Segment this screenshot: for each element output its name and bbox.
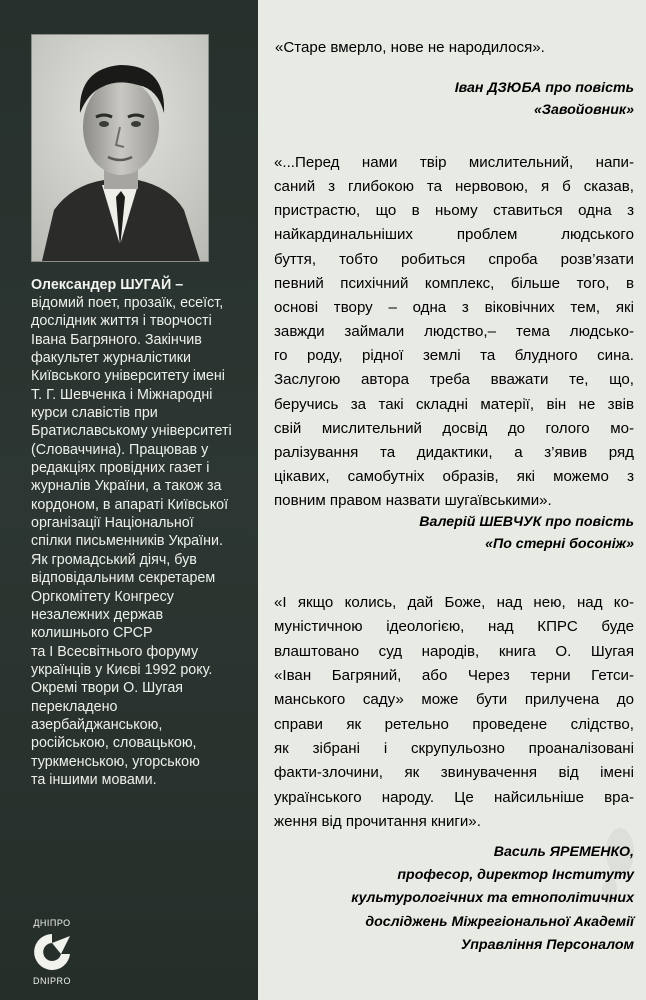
- bio-line: Київського університету імені: [31, 368, 225, 385]
- author-about: про повість: [545, 514, 634, 530]
- quote-author: Василь ЯРЕМЕНКО,: [493, 844, 634, 860]
- quote-line: певний психічний комплекс, більше того, в: [274, 274, 634, 292]
- quote-line: «І якщо колись, дай Боже, над нею, над ко-: [274, 594, 634, 611]
- bio-line: редакціях провідних газет і: [31, 460, 210, 477]
- publisher-logo: [23, 918, 83, 988]
- author-name: Олександер ШУГАЙ –: [31, 277, 184, 293]
- bio-line: та іншими мовами.: [31, 771, 157, 788]
- bio-line: відповідальним секретарем: [31, 570, 216, 587]
- bio-line: дослідник життя і творчості: [31, 313, 212, 330]
- author-name: Іван ДЗЮБА: [454, 80, 542, 96]
- bio-text: [31, 294, 257, 789]
- dnipro-logo-icon: [31, 930, 73, 974]
- quote-line: «Старе вмерло, нове не народилося».: [275, 39, 545, 56]
- quote-line: факти-злочини, як звинувачення від імені: [274, 764, 634, 782]
- quote-line: найкардинальніших проблем людського: [274, 226, 634, 244]
- quoted-work-title: «Завойовник»: [534, 102, 634, 118]
- bio-line: журналів України, а також за: [31, 478, 222, 495]
- quote-line: «Іван Багряний, або Через терни Гетси-: [274, 667, 634, 685]
- bio-line: російською, словацькою,: [31, 735, 197, 752]
- bio-line: Оргкомітету Конгресу: [31, 588, 174, 605]
- author-title-line: культурологічних та етнополітичних: [351, 890, 634, 907]
- bio-line: Івана Багряного. Закінчив: [31, 331, 202, 348]
- bio-line: факультет журналістики: [31, 350, 191, 367]
- author-name: Валерій ШЕВЧУК: [419, 514, 542, 530]
- publisher-name-en: DNIPRO: [32, 976, 71, 986]
- quote-line: як зібрані і скрупульозно проаналізовані: [274, 740, 634, 758]
- quote-line: саний з глибокою та нервовою, я б сказав,: [274, 178, 634, 196]
- bio-line: Т. Г. Шевченка і Міжнародні: [31, 386, 213, 403]
- quote-line: буття, тобто робиться спроба розв’язати: [274, 250, 634, 268]
- bio-line: (Словаччина). Працював у: [31, 441, 209, 458]
- quote-line: свій мислительний досвід до голого мо-: [274, 419, 634, 437]
- quote-line: цікавих, самобутніх образів, які можемо з: [274, 467, 634, 485]
- quote-line: муністичною ідеологією, над КПРС буде: [274, 618, 634, 636]
- quote-line: завжди займали людство,– тема людсько-: [274, 323, 634, 341]
- bio-line: кордоном, в апараті Київської: [31, 496, 229, 513]
- bio-line: Як громадський діяч, був: [31, 551, 197, 568]
- author-title-line: Управління Персоналом: [461, 936, 634, 953]
- author-title-line: професор, директор Інституту: [397, 867, 634, 884]
- bio-line: відомий поет, прозаїк, есеїст,: [31, 295, 224, 311]
- quote-line: справи як ретельно проведене слідство,: [274, 715, 634, 733]
- author-portrait-photo: [31, 34, 209, 262]
- bio-line: Окремі твори О. Шугая: [31, 680, 184, 697]
- bio-line: курси славістів при: [31, 405, 158, 422]
- author-title-line: досліджень Міжрегіональної Академії: [365, 913, 634, 930]
- left-panel: [0, 0, 258, 1000]
- author-about: про повість: [545, 80, 634, 96]
- bio-line: спілки письменників України.: [31, 533, 223, 550]
- author-bio: [31, 276, 257, 789]
- bio-line: організації Національної: [31, 515, 194, 532]
- bio-line: колишнього СРСР: [31, 625, 153, 642]
- quote-line: го роду, рідної землі та блудного сина.: [274, 347, 634, 365]
- bio-line: азербайджанською,: [31, 716, 163, 733]
- quote-line: ження від прочитання книги».: [274, 813, 481, 831]
- bio-line: та І Всесвітнього форуму: [31, 643, 199, 660]
- quote-author: [455, 78, 634, 98]
- quote-line: основі твору – одна з віковічних тем, які: [274, 298, 634, 316]
- quote-line: манського саду» може бути прилучена до: [274, 691, 634, 709]
- publisher-name-ua: ДНІПРО: [33, 918, 71, 928]
- bio-line: Братиславському університеті: [31, 423, 232, 440]
- bio-line: туркменською, угорською: [31, 753, 200, 770]
- bio-line: перекладено: [31, 698, 118, 715]
- quote-line: беручись за такі складні матерії, він не звів: [274, 395, 634, 413]
- quote-line: влаштовано суд народів, книга О. Шугая: [274, 642, 634, 660]
- quote-line: ралізування та дидактики, а з’явив ряд: [274, 443, 634, 461]
- quote-line: пристрастю, що в ньому ставиться одна з: [274, 202, 634, 220]
- quote-line: Заслугою автора треба вважати те, що,: [274, 371, 634, 389]
- quote-line: «...Перед нами твір мислительний, напи-: [274, 154, 634, 171]
- bio-line: українців у Києві 1992 року.: [31, 661, 213, 678]
- quote-author: [419, 512, 634, 532]
- quoted-work-title: «По стерні босоніж»: [485, 536, 634, 552]
- bio-line: незалежних держав: [31, 606, 164, 623]
- quote-line: повним правом назвати шугаївськими».: [274, 492, 552, 510]
- quote-line: українського народу. Це найсильніше вра-: [274, 788, 634, 806]
